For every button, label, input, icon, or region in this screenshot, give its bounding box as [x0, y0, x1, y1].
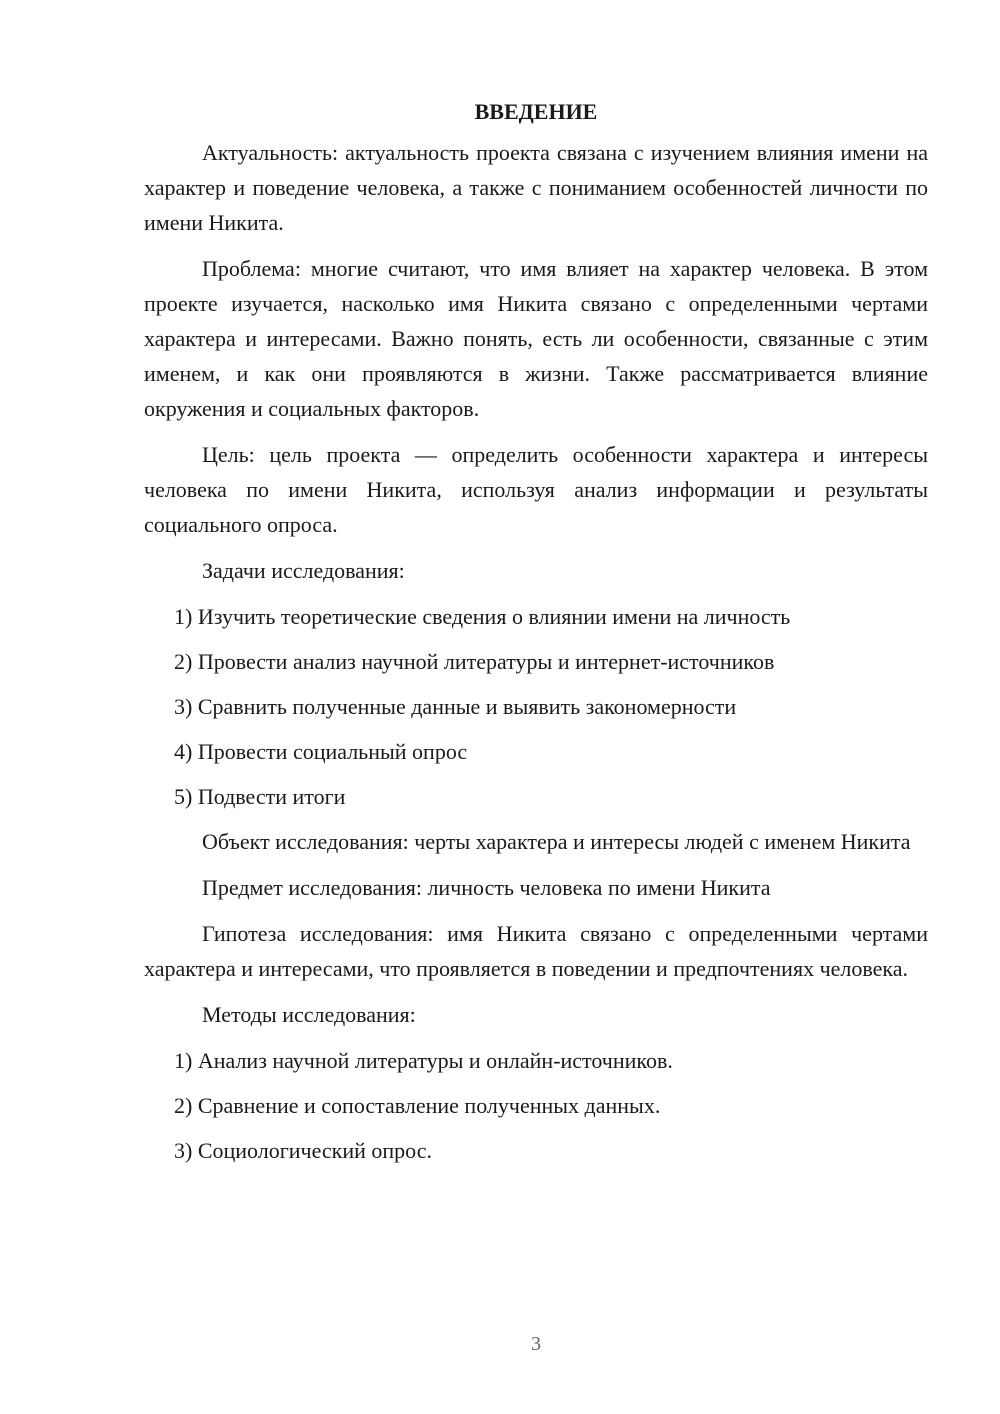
task-item: 3) Сравнить полученные данные и выявить закономерности [174, 694, 737, 719]
page-content [144, 94, 928, 1178]
task-item: 4) Провести социальный опрос [174, 739, 468, 764]
hypothesis-paragraph: Гипотеза исследования: имя Никита связано с определенными чертами характера и интересами, что проявляется в поведении и предпочтениях человека. [144, 921, 928, 981]
method-item: 1) Анализ научной литературы и онлайн-источников. [174, 1048, 673, 1073]
problem-paragraph: Проблема: многие считают, что имя влияет на характер человека. В этом проекте изучается, насколько имя Никита связано с определенными чертами характера и интересами. Важно понять, есть ли особенности, связанные с этим именем, и как они проявляются в жизни. Также рассматривается влияние окружения и социальных факторов. [144, 256, 928, 421]
task-item: 5) Подвести итоги [174, 784, 346, 809]
object-paragraph: Объект исследования: черты характера и интересы людей с именем Никита [202, 829, 911, 854]
page-title: ВВЕДЕНИЕ [474, 99, 598, 124]
task-item: 2) Провести анализ научной литературы и интернет-источников [174, 649, 775, 674]
task-item: 1) Изучить теоретические сведения о влиянии имени на личность [174, 604, 791, 629]
page-number: 3 [531, 1333, 541, 1355]
goal-paragraph: Цель: цель проекта — определить особенности характера и интересы человека по имени Никита, используя анализ информации и результаты социального опроса. [144, 442, 928, 537]
subject-paragraph: Предмет исследования: личность человека по имени Никита [202, 875, 771, 900]
relevance-paragraph: Актуальность: актуальность проекта связана с изучением влияния имени на характер и поведение человека, а также с пониманием особенностей личности по имени Никита. [144, 140, 928, 235]
tasks-heading: Задачи исследования: [202, 558, 405, 583]
methods-heading: Методы исследования: [202, 1002, 416, 1027]
method-item: 2) Сравнение и сопоставление полученных данных. [174, 1093, 661, 1118]
method-item: 3) Социологический опрос. [174, 1138, 432, 1163]
